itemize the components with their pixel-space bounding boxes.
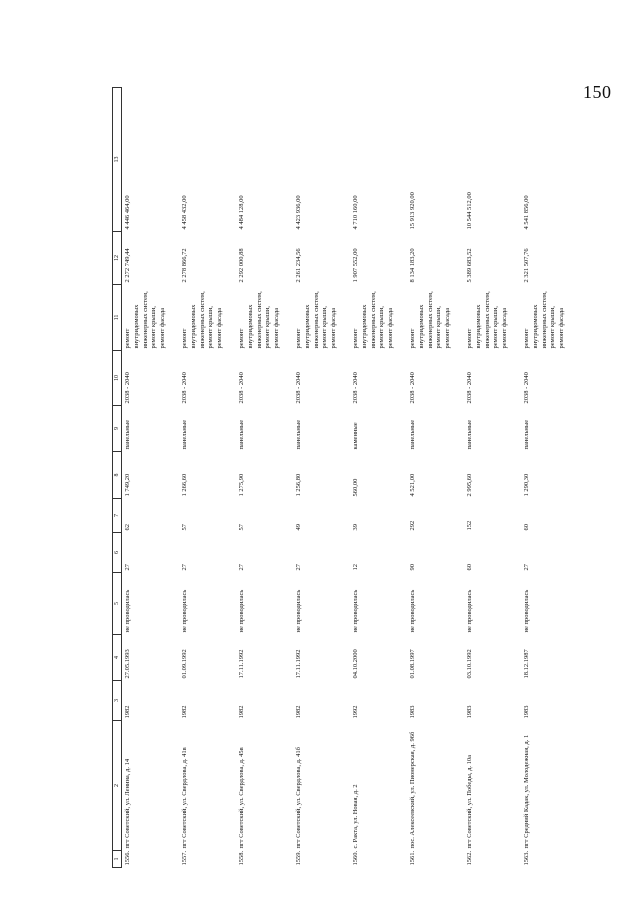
cell-privat: не проводилась [124,589,132,633]
cell-num: 1563. [523,850,531,866]
cell-date: 04.10.2000 [352,649,360,679]
cell-resid: 60 [523,524,531,531]
cell-addr: с. Ракта, ул. Новая, д. 2 [352,784,360,849]
cell-floors: 27 [523,564,531,571]
cell-addr: пгт Советский, ул. Ленина, д. 14 [124,758,132,849]
cell-cost: 2 278 866,72 [181,248,189,283]
table-row [122,88,180,868]
cell-num: 1558. [238,850,246,866]
cell-cost: 8 134 183,20 [409,248,417,283]
col-header: 10 [113,351,122,406]
cell-works: ремонт внутридомовых инженерных систем, ремонт крыши, ремонт фасада [352,291,395,349]
cell-period: 2038 - 2040 [124,372,132,404]
cell-date: 17.11.1992 [238,649,246,679]
cell-floors: 27 [238,564,246,571]
table-row [521,88,578,868]
cell-date: 01.08.1997 [409,649,417,679]
cell-period: 2038 - 2040 [523,372,531,404]
col-header: 9 [113,406,122,452]
cell-date: 17.11.1992 [295,649,303,679]
cell-total: 4 458 432,00 [181,195,189,230]
cell-year: 1983 [523,705,531,719]
cell-period: 2038 - 2040 [238,372,246,404]
table-row [293,88,350,868]
cell-area: 1 256,80 [295,473,303,497]
cell-resid: 292 [409,520,417,531]
cell-wall: панельные [238,419,246,450]
cell-num: 1560. [352,850,360,866]
col-header: 1 [113,851,122,868]
cell-cost: 1 907 552,00 [352,248,360,283]
cell-resid: 39 [352,524,360,531]
cell-addr: пос. Алексеевский, ул. Пионерская, д. 96б [409,731,417,849]
cell-addr: пгт Средний Кадак, ул. Молодежная, д. 1 [523,734,531,849]
cell-num: 1561. [409,850,417,866]
cell-wall: панельные [181,419,189,450]
cell-area: 2 995,60 [466,473,474,497]
col-header: 4 [113,635,122,681]
table-body [122,88,579,868]
header-row [113,88,122,868]
cell-area: 560,00 [352,478,360,497]
cell-year: 1983 [409,705,417,719]
cell-total: 10 544 512,00 [466,192,474,230]
cell-total: 4 446 464,00 [124,195,132,230]
cell-works: ремонт внутридомовых инженерных систем, ремонт крыши, ремонт фасада [181,291,224,349]
cell-area: 1 266,60 [181,473,189,497]
housing-table [112,87,578,868]
cell-period: 2038 - 2040 [466,372,474,404]
cell-works: ремонт внутридомовых инженерных систем, ремонт крыши, ремонт фасада [523,291,566,349]
cell-period: 2038 - 2040 [181,372,189,404]
cell-cost: 5 389 683,52 [466,248,474,283]
cell-area: 1 275,90 [238,473,246,497]
cell-year: 1982 [181,705,189,719]
cell-year: 1982 [124,705,132,719]
cell-privat: не проводилась [523,589,531,633]
cell-year: 1983 [466,705,474,719]
cell-date: 27.05.1993 [124,649,132,679]
cell-floors: 60 [466,564,474,571]
table-row [407,88,464,868]
cell-year: 1982 [295,705,303,719]
cell-year: 1982 [238,705,246,719]
col-header: 12 [113,232,122,285]
cell-area: 4 521,00 [409,473,417,497]
cell-wall: панельные [466,419,474,450]
cell-privat: не проводилась [295,589,303,633]
cell-period: 2038 - 2040 [409,372,417,404]
cell-addr: пгт Советский, ул. Свердлова, д. 41б [295,747,303,849]
cell-date: 01.09.1992 [181,649,189,679]
table-row [464,88,521,868]
cell-floors: 27 [124,564,132,571]
cell-resid: 49 [295,524,303,531]
cell-works: ремонт внутридомовых инженерных систем, ремонт крыши, ремонт фасада [124,291,167,349]
cell-wall: каменные [352,422,360,450]
cell-floors: 12 [352,564,360,571]
table-row [179,88,236,868]
page-number: 150 [583,82,612,102]
cell-total: 4 710 160,00 [352,195,360,230]
cell-cost: 2 261 234,56 [295,248,303,283]
cell-addr: пгт Советский, ул. Свердлова, д. 45в [238,747,246,849]
cell-num: 1562. [466,850,474,866]
cell-addr: пгт Советский, ул. Победы, д. 10а [466,754,474,849]
col-header: 7 [113,499,122,533]
cell-total: 15 913 920,00 [409,192,417,230]
cell-privat: не проводилась [181,589,189,633]
cell-date: 18.12.1987 [523,649,531,679]
cell-works: ремонт внутридомовых инженерных систем, ремонт крыши, ремонт фасада [409,291,452,349]
col-header: 6 [113,533,122,573]
cell-floors: 90 [409,564,417,571]
col-header: 8 [113,452,122,499]
cell-wall: панельные [523,419,531,450]
cell-num: 1556. [124,850,132,866]
cell-resid: 152 [466,520,474,531]
col-header: 11 [113,285,122,351]
table-row [236,88,293,868]
col-header: 3 [113,681,122,721]
cell-floors: 27 [295,564,303,571]
cell-addr: пгт Советский, ул. Свердлова, д. 41в [181,747,189,849]
cell-cost: 2 292 000,88 [238,248,246,283]
cell-area: 1 290,30 [523,473,531,497]
cell-year: 1992 [352,705,360,719]
table-row [350,88,407,868]
cell-resid: 57 [181,524,189,531]
cell-period: 2038 - 2040 [352,372,360,404]
cell-total: 4 484 128,00 [238,195,246,230]
cell-total: 4 541 856,00 [523,195,531,230]
rotated-table-stage [112,88,566,868]
cell-total: 4 423 936,00 [295,195,303,230]
cell-works: ремонт внутридомовых инженерных систем, ремонт крыши, ремонт фасада [238,291,281,349]
col-header: 13 [113,88,122,232]
cell-cost: 2 321 507,76 [523,248,531,283]
cell-privat: не проводилась [352,589,360,633]
cell-privat: не проводилась [238,589,246,633]
cell-resid: 62 [124,524,132,531]
cell-floors: 27 [181,564,189,571]
cell-num: 1559. [295,850,303,866]
cell-resid: 57 [238,524,246,531]
cell-area: 1 749,20 [124,473,132,497]
cell-wall: панельные [409,419,417,450]
cell-date: 03.10.1992 [466,649,474,679]
cell-wall: панельные [295,419,303,450]
cell-wall: панельные [124,419,132,450]
col-header: 5 [113,573,122,635]
cell-privat: не проводилась [466,589,474,633]
cell-num: 1557. [181,850,189,866]
cell-privat: не проводилась [409,589,417,633]
cell-works: ремонт внутридомовых инженерных систем, ремонт крыши, ремонт фасада [466,291,509,349]
cell-works: ремонт внутридомовых инженерных систем, ремонт крыши, ремонт фасада [295,291,338,349]
cell-period: 2038 - 2040 [295,372,303,404]
cell-cost: 2 272 749,44 [124,248,132,283]
col-header: 2 [113,721,122,851]
